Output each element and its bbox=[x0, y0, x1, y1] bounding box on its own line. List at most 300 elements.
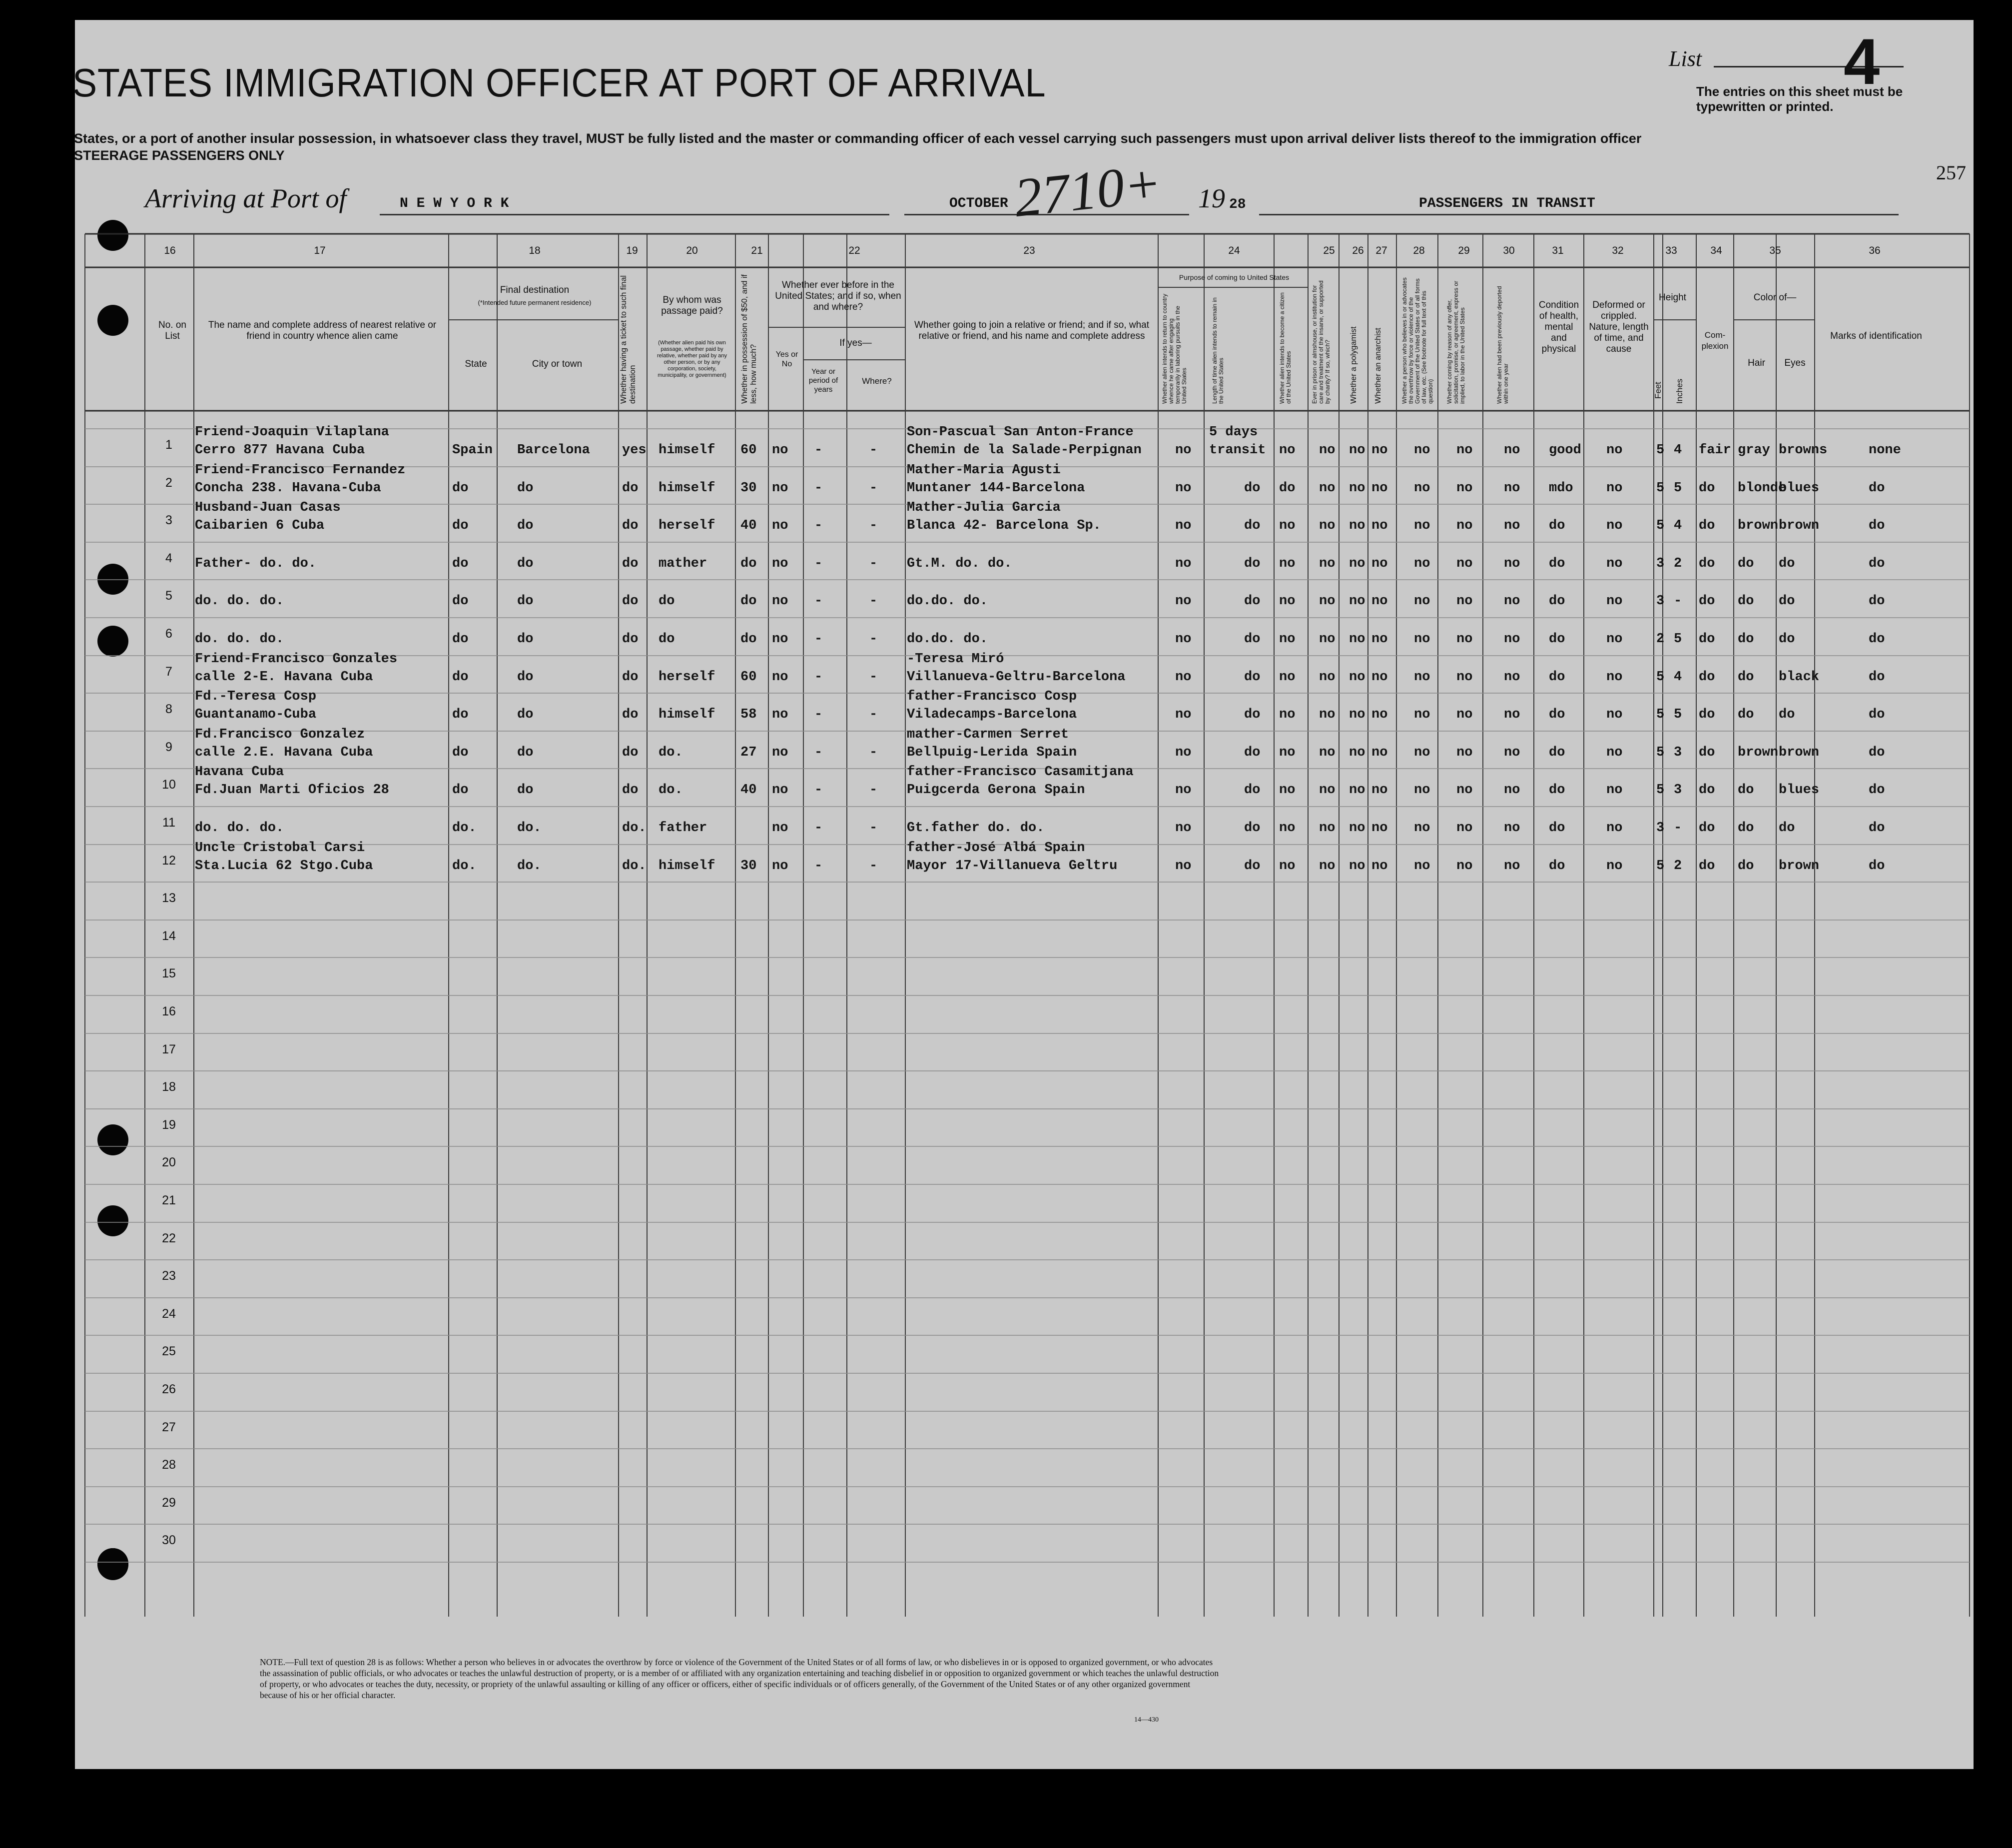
col-num-20: 20 bbox=[686, 245, 698, 256]
col-num-33: 33 bbox=[1665, 245, 1677, 256]
join-relative: Son-Pascual San Anton-France bbox=[907, 425, 1134, 440]
hdr-color-of: Color of— bbox=[1753, 292, 1797, 303]
hair-cell: do bbox=[1738, 594, 1754, 609]
marks-cell: do bbox=[1869, 821, 1885, 836]
purpose-b-cell: do bbox=[1244, 556, 1261, 571]
join-relative: mather-Carmen Serret bbox=[907, 727, 1069, 742]
state-cell: do bbox=[452, 518, 469, 533]
col-num-34: 34 bbox=[1710, 245, 1722, 256]
where-cell: - bbox=[869, 594, 878, 609]
join-address: Bellpuig-Lerida Spain bbox=[907, 745, 1077, 760]
row-number: 18 bbox=[162, 1080, 176, 1094]
ticket-cell: do bbox=[622, 707, 639, 722]
polygamist-cell: no bbox=[1349, 443, 1365, 458]
hdr-deported: Whether alien had been previously deported within one year bbox=[1496, 286, 1509, 404]
purpose-c-cell: no bbox=[1279, 670, 1296, 685]
deformed-cell: no bbox=[1606, 594, 1623, 609]
period-cell: - bbox=[814, 783, 823, 798]
ticket-cell: do. bbox=[622, 859, 647, 874]
relative-name: Friend-Francisco Fernandez bbox=[195, 463, 406, 478]
offer-cell: no bbox=[1456, 481, 1473, 496]
hdr-height: Height bbox=[1659, 292, 1686, 303]
row-number: 29 bbox=[162, 1496, 176, 1510]
hdr-city: City or town bbox=[532, 359, 583, 369]
join-address: do.do. do. bbox=[907, 632, 988, 647]
ticket-cell: do bbox=[622, 518, 639, 533]
hdr-period: Year or period of years bbox=[808, 367, 838, 394]
purpose-a-cell: no bbox=[1175, 632, 1192, 647]
period-cell: - bbox=[814, 859, 823, 874]
offer-cell: no bbox=[1456, 670, 1473, 685]
ticket-cell: do bbox=[622, 632, 639, 647]
row-number: 14 bbox=[162, 929, 176, 943]
purpose-c-cell: do bbox=[1279, 481, 1296, 496]
money-cell: 30 bbox=[740, 859, 757, 874]
period-cell: - bbox=[814, 745, 823, 760]
hdr-purpose-b: Length of time alien intends to remain in the United States bbox=[1211, 297, 1225, 404]
complexion-cell: fair bbox=[1699, 443, 1731, 458]
join-relative: father-Francisco Casamitjana bbox=[907, 765, 1134, 780]
state-cell: do bbox=[452, 632, 469, 647]
anarchist-cell: no bbox=[1371, 670, 1388, 685]
row-number: 27 bbox=[162, 1420, 176, 1434]
anarchist-cell: no bbox=[1371, 745, 1388, 760]
purpose-b-cell: do bbox=[1244, 518, 1261, 533]
row-number: 5 bbox=[165, 589, 172, 603]
feet-cell: 5 bbox=[1656, 783, 1665, 798]
row-number: 22 bbox=[162, 1231, 176, 1245]
prison-cell: no bbox=[1319, 707, 1336, 722]
row-number: 20 bbox=[162, 1155, 176, 1169]
prison-cell: no bbox=[1319, 518, 1336, 533]
polygamist-cell: no bbox=[1349, 745, 1365, 760]
period-cell: - bbox=[814, 556, 823, 571]
money-cell: 58 bbox=[740, 707, 757, 722]
row-number: 11 bbox=[162, 816, 175, 830]
col-num-29: 29 bbox=[1458, 245, 1470, 256]
eyes-cell: do bbox=[1779, 556, 1795, 571]
col-num-27: 27 bbox=[1375, 245, 1387, 256]
list-label: List bbox=[1669, 46, 1702, 71]
deformed-cell: no bbox=[1606, 518, 1623, 533]
hdr-inches: Inches bbox=[1675, 378, 1684, 404]
feet-cell: 5 bbox=[1656, 518, 1665, 533]
offer-cell: no bbox=[1456, 707, 1473, 722]
purpose-a-cell: no bbox=[1175, 745, 1192, 760]
passage-paid-cell: himself bbox=[659, 859, 715, 874]
money-cell: 60 bbox=[740, 670, 757, 685]
relative-name: Friend-Joaquin Vilaplana bbox=[195, 425, 389, 440]
deformed-cell: no bbox=[1606, 632, 1623, 647]
list-number: 4 bbox=[1844, 25, 1880, 98]
purpose-a-cell: no bbox=[1175, 443, 1192, 458]
purpose-c-cell: no bbox=[1279, 632, 1296, 647]
page-number: 257 bbox=[1936, 161, 1966, 184]
health-cell: do bbox=[1549, 707, 1565, 722]
overthrow-cell: no bbox=[1414, 594, 1430, 609]
eyes-cell: brown bbox=[1779, 518, 1820, 533]
anarchist-cell: no bbox=[1371, 707, 1388, 722]
money-cell: 27 bbox=[740, 745, 757, 760]
complexion-cell: do bbox=[1699, 783, 1715, 798]
hair-cell: do bbox=[1738, 632, 1754, 647]
eyes-cell: browns bbox=[1779, 443, 1828, 458]
row-number: 15 bbox=[162, 966, 176, 980]
deported-cell: no bbox=[1504, 745, 1520, 760]
polygamist-cell: no bbox=[1349, 859, 1365, 874]
offer-cell: no bbox=[1456, 859, 1473, 874]
purpose-b-cell: do bbox=[1244, 821, 1261, 836]
purpose-c-cell: no bbox=[1279, 859, 1296, 874]
overthrow-cell: no bbox=[1414, 556, 1430, 571]
ever-before-cell: no bbox=[772, 556, 788, 571]
prison-cell: no bbox=[1319, 745, 1336, 760]
feet-cell: 3 bbox=[1656, 594, 1665, 609]
passage-paid-cell: mather bbox=[659, 556, 707, 571]
deported-cell: no bbox=[1504, 632, 1520, 647]
where-cell: - bbox=[869, 443, 878, 458]
relative-address: do. do. do. bbox=[195, 632, 284, 647]
hdr-no-on-list: No. on List bbox=[158, 320, 186, 341]
inches-cell: 4 bbox=[1674, 443, 1682, 458]
inches-cell: 5 bbox=[1674, 481, 1682, 496]
hdr-yes-no: Yes or No bbox=[775, 350, 798, 368]
col-num-19: 19 bbox=[626, 245, 638, 256]
hdr-if-yes: If yes— bbox=[839, 338, 872, 348]
eyes-cell: do bbox=[1779, 821, 1795, 836]
anarchist-cell: no bbox=[1371, 783, 1388, 798]
city-cell: do. bbox=[517, 859, 542, 874]
row-number: 17 bbox=[162, 1042, 176, 1056]
col-num-25: 25 bbox=[1323, 245, 1335, 256]
offer-cell: no bbox=[1456, 594, 1473, 609]
marks-cell: do bbox=[1869, 707, 1885, 722]
state-cell: do bbox=[452, 707, 469, 722]
overthrow-cell: no bbox=[1414, 670, 1430, 685]
money-cell: 40 bbox=[740, 783, 757, 798]
relative-name: Friend-Francisco Gonzales bbox=[195, 652, 398, 667]
hair-cell: do bbox=[1738, 821, 1754, 836]
feet-cell: 3 bbox=[1656, 821, 1665, 836]
relative-address: Fd.Juan Marti Oficios 28 bbox=[195, 783, 389, 798]
purpose-a-cell: no bbox=[1175, 707, 1192, 722]
city-cell: do bbox=[517, 707, 534, 722]
polygamist-cell: no bbox=[1349, 670, 1365, 685]
row-number: 21 bbox=[162, 1193, 176, 1207]
hdr-feet: Feet bbox=[1653, 381, 1663, 399]
inches-cell: 5 bbox=[1674, 707, 1682, 722]
anarchist-cell: no bbox=[1371, 594, 1388, 609]
passage-paid-cell: do bbox=[659, 632, 675, 647]
ticket-cell: do bbox=[622, 594, 639, 609]
where-cell: - bbox=[869, 745, 878, 760]
offer-cell: no bbox=[1456, 745, 1473, 760]
marks-cell: do bbox=[1869, 859, 1885, 874]
row-number: 9 bbox=[165, 740, 172, 754]
prison-cell: no bbox=[1319, 481, 1336, 496]
feet-cell: 5 bbox=[1656, 481, 1665, 496]
inches-cell: 4 bbox=[1674, 670, 1682, 685]
eyes-cell: blues bbox=[1779, 783, 1820, 798]
hdr-passage-note: (Whether alien paid his own passage, whether paid by relative, whether paid by any other person, or by any corporation, society, municipality, or government) bbox=[657, 340, 727, 378]
col-num-26: 26 bbox=[1352, 245, 1364, 256]
complexion-cell: do bbox=[1699, 670, 1715, 685]
offer-cell: no bbox=[1456, 821, 1473, 836]
hair-cell: do bbox=[1738, 707, 1754, 722]
where-cell: - bbox=[869, 481, 878, 496]
money-cell: 30 bbox=[740, 481, 757, 496]
join-relative: father-Francisco Cosp bbox=[907, 689, 1077, 704]
overthrow-cell: no bbox=[1414, 632, 1430, 647]
hdr-state: State bbox=[465, 359, 487, 369]
join-address: Muntaner 144-Barcelona bbox=[907, 481, 1085, 496]
purpose-a-cell: no bbox=[1175, 481, 1192, 496]
health-cell: do bbox=[1549, 859, 1565, 874]
deported-cell: no bbox=[1504, 556, 1520, 571]
relative-address: Sta.Lucia 62 Stgo.Cuba bbox=[195, 859, 373, 874]
relative-name: Husband-Juan Casas bbox=[195, 500, 341, 515]
hair-cell: gray bbox=[1738, 443, 1770, 458]
ever-before-cell: no bbox=[772, 859, 788, 874]
where-cell: - bbox=[869, 821, 878, 836]
overthrow-cell: no bbox=[1414, 821, 1430, 836]
hdr-prison: Ever in prison or almshouse, or institution for care and treatment of the insane, or supported by charity? If so, which? bbox=[1311, 280, 1331, 404]
purpose-b-cell: do bbox=[1244, 745, 1261, 760]
handwritten-date: 2710+ bbox=[1011, 152, 1164, 229]
marks-cell: do bbox=[1869, 745, 1885, 760]
inches-cell: - bbox=[1674, 821, 1682, 836]
eyes-cell: brown bbox=[1779, 745, 1820, 760]
health-cell: do bbox=[1549, 594, 1565, 609]
ever-before-cell: no bbox=[772, 443, 788, 458]
complexion-cell: do bbox=[1699, 745, 1715, 760]
city-cell: do bbox=[517, 670, 534, 685]
row-number: 25 bbox=[162, 1344, 176, 1358]
hdr-anarchist: Whether an anarchist bbox=[1374, 327, 1382, 404]
deported-cell: no bbox=[1504, 443, 1520, 458]
state-cell: do bbox=[452, 594, 469, 609]
polygamist-cell: no bbox=[1349, 707, 1365, 722]
where-cell: - bbox=[869, 632, 878, 647]
join-address: Puigcerda Gerona Spain bbox=[907, 783, 1085, 798]
join-relative: father-José Albá Spain bbox=[907, 841, 1085, 856]
join-relative: -Teresa Miró bbox=[907, 652, 1004, 667]
passage-paid-cell: himself bbox=[659, 481, 715, 496]
hair-cell: do bbox=[1738, 670, 1754, 685]
hdr-passage-paid: By whom was passage paid? bbox=[661, 295, 723, 316]
health-cell: do bbox=[1549, 518, 1565, 533]
ticket-cell: do bbox=[622, 481, 639, 496]
offer-cell: no bbox=[1456, 556, 1473, 571]
hair-cell: do bbox=[1738, 783, 1754, 798]
health-cell: do bbox=[1549, 783, 1565, 798]
relative-address: calle 2-E. Havana Cuba bbox=[195, 670, 373, 685]
anarchist-cell: no bbox=[1371, 556, 1388, 571]
health-cell: do bbox=[1549, 745, 1565, 760]
ticket-cell: do bbox=[622, 556, 639, 571]
ever-before-cell: no bbox=[772, 594, 788, 609]
period-cell: - bbox=[814, 632, 823, 647]
join-address: Chemin de la Salade-Perpignan bbox=[907, 443, 1142, 458]
col-num-36: 36 bbox=[1869, 245, 1881, 256]
ticket-cell: do bbox=[622, 745, 639, 760]
marks-cell: do bbox=[1869, 783, 1885, 798]
deported-cell: no bbox=[1504, 821, 1520, 836]
row-number: 19 bbox=[162, 1118, 176, 1132]
health-cell: do bbox=[1549, 670, 1565, 685]
join-address: Mayor 17-Villanueva Geltru bbox=[907, 859, 1118, 874]
purpose-b-cell: do bbox=[1244, 670, 1261, 685]
ever-before-cell: no bbox=[772, 707, 788, 722]
deformed-cell: no bbox=[1606, 783, 1623, 798]
col-num-17: 17 bbox=[314, 245, 326, 256]
eyes-cell: do bbox=[1779, 594, 1795, 609]
ever-before-cell: no bbox=[772, 783, 788, 798]
period-cell: - bbox=[814, 707, 823, 722]
marks-cell: none bbox=[1869, 443, 1901, 458]
city-cell: do bbox=[517, 556, 534, 571]
money-cell: do bbox=[740, 632, 757, 647]
inches-cell: 4 bbox=[1674, 518, 1682, 533]
marks-cell: do bbox=[1869, 518, 1885, 533]
overthrow-cell: no bbox=[1414, 481, 1430, 496]
purpose-a-cell: no bbox=[1175, 783, 1192, 798]
join-address: do.do. do. bbox=[907, 594, 988, 609]
hair-cell: brown bbox=[1738, 518, 1779, 533]
relative-name: Havana Cuba bbox=[195, 765, 284, 780]
row-number: 4 bbox=[165, 551, 172, 565]
period-cell: - bbox=[814, 443, 823, 458]
eyes-cell: black bbox=[1779, 670, 1820, 685]
ever-before-cell: no bbox=[772, 632, 788, 647]
polygamist-cell: no bbox=[1349, 783, 1365, 798]
marks-cell: do bbox=[1869, 556, 1885, 571]
deformed-cell: no bbox=[1606, 443, 1623, 458]
purpose-c-cell: no bbox=[1279, 745, 1296, 760]
inches-cell: 3 bbox=[1674, 783, 1682, 798]
row-number: 8 bbox=[165, 702, 172, 716]
col-num-30: 30 bbox=[1503, 245, 1515, 256]
purpose-c-cell: no bbox=[1279, 518, 1296, 533]
join-relative: Mather-Maria Agusti bbox=[907, 463, 1061, 478]
inches-cell: 2 bbox=[1674, 556, 1682, 571]
anarchist-cell: no bbox=[1371, 821, 1388, 836]
col-num-32: 32 bbox=[1612, 245, 1624, 256]
prison-cell: no bbox=[1319, 783, 1336, 798]
marks-cell: do bbox=[1869, 670, 1885, 685]
hdr-join: Whether going to join a relative or friend; and if so, what relative or friend, and his name and complete address bbox=[914, 320, 1149, 341]
join-address: Villanueva-Geltru-Barcelona bbox=[907, 670, 1126, 685]
hdr-final-destination: Final destination bbox=[500, 285, 570, 295]
hdr-eyes: Eyes bbox=[1784, 358, 1806, 368]
feet-cell: 5 bbox=[1656, 859, 1665, 874]
purpose-c-cell: no bbox=[1279, 783, 1296, 798]
anarchist-cell: no bbox=[1371, 443, 1388, 458]
city-cell: do bbox=[517, 481, 534, 496]
hdr-ever-before: Whether ever before in the United States; and if so, when and where? bbox=[775, 280, 901, 312]
col-num-23: 23 bbox=[1023, 245, 1035, 256]
state-cell: do bbox=[452, 556, 469, 571]
passage-paid-cell: herself bbox=[659, 518, 715, 533]
polygamist-cell: no bbox=[1349, 594, 1365, 609]
relative-address: Concha 238. Havana-Cuba bbox=[195, 481, 381, 496]
month-value: OCTOBER bbox=[949, 196, 1008, 211]
offer-cell: no bbox=[1456, 632, 1473, 647]
ever-before-cell: no bbox=[772, 670, 788, 685]
purpose-a-cell: no bbox=[1175, 670, 1192, 685]
purpose-b-cell: do bbox=[1244, 594, 1261, 609]
col-num-18: 18 bbox=[529, 245, 541, 256]
overthrow-cell: no bbox=[1414, 518, 1430, 533]
purpose-b-cell: do bbox=[1244, 783, 1261, 798]
state-cell: Spain bbox=[452, 443, 493, 458]
passage-paid-cell: do. bbox=[659, 745, 683, 760]
relative-address: Father- do. do. bbox=[195, 556, 317, 571]
list-note: The entries on this sheet must be typewritten or printed. bbox=[1696, 84, 1903, 114]
overthrow-cell: no bbox=[1414, 859, 1430, 874]
complexion-cell: do bbox=[1699, 518, 1715, 533]
complexion-cell: do bbox=[1699, 859, 1715, 874]
where-cell: - bbox=[869, 859, 878, 874]
anarchist-cell: no bbox=[1371, 632, 1388, 647]
anarchist-cell: no bbox=[1371, 859, 1388, 874]
offer-cell: no bbox=[1456, 443, 1473, 458]
overthrow-cell: no bbox=[1414, 745, 1430, 760]
col-num-28: 28 bbox=[1413, 245, 1425, 256]
money-cell: do bbox=[740, 556, 757, 571]
hair-cell: do bbox=[1738, 859, 1754, 874]
polygamist-cell: no bbox=[1349, 518, 1365, 533]
col-num-31: 31 bbox=[1552, 245, 1564, 256]
polygamist-cell: no bbox=[1349, 632, 1365, 647]
health-cell: mdo bbox=[1549, 481, 1573, 496]
page-title: STATES IMMIGRATION OFFICER AT PORT OF ARRIVAL bbox=[72, 60, 1046, 105]
hdr-condition: Condition of health, mental and physical bbox=[1538, 300, 1579, 354]
passage-paid-cell: father bbox=[659, 821, 707, 836]
complexion-cell: do bbox=[1699, 821, 1715, 836]
feet-cell: 2 bbox=[1656, 632, 1665, 647]
hdr-coming-by-reason: Whether coming by reason of any offer, solicitation, promise, or agreement, express or implied, to labor in the United States bbox=[1446, 280, 1466, 404]
ever-before-cell: no bbox=[772, 821, 788, 836]
feet-cell: 5 bbox=[1656, 707, 1665, 722]
ever-before-cell: no bbox=[772, 745, 788, 760]
ticket-cell: yes bbox=[622, 443, 647, 458]
hdr-overthrow: Whether a person who believes in or advocates the overthrow by force or violence of the Government of the United States or of all forms of law, etc. (See footnote for full text of this question) bbox=[1401, 277, 1434, 404]
eyes-cell: blues bbox=[1779, 481, 1820, 496]
health-cell: do bbox=[1549, 556, 1565, 571]
state-cell: do bbox=[452, 481, 469, 496]
join-address: Viladecamps-Barcelona bbox=[907, 707, 1077, 722]
deformed-cell: no bbox=[1606, 745, 1623, 760]
purpose-b-cell: do bbox=[1244, 707, 1261, 722]
hdr-polygamist: Whether a polygamist bbox=[1349, 326, 1358, 404]
period-cell: - bbox=[814, 670, 823, 685]
purpose-c-cell: no bbox=[1279, 821, 1296, 836]
prison-cell: no bbox=[1319, 670, 1336, 685]
purpose-b-cell: transit bbox=[1209, 443, 1266, 458]
hdr-final-destination-note: (*Intended future permanent residence) bbox=[478, 299, 592, 306]
marks-cell: do bbox=[1869, 481, 1885, 496]
deformed-cell: no bbox=[1606, 481, 1623, 496]
relative-address: Cerro 877 Havana Cuba bbox=[195, 443, 365, 458]
deported-cell: no bbox=[1504, 707, 1520, 722]
health-cell: good bbox=[1549, 443, 1581, 458]
col-num-21: 21 bbox=[751, 245, 763, 256]
ticket-cell: do bbox=[622, 670, 639, 685]
row-number: 6 bbox=[165, 627, 172, 641]
year-prefix: 19 bbox=[1198, 183, 1225, 213]
deported-cell: no bbox=[1504, 670, 1520, 685]
